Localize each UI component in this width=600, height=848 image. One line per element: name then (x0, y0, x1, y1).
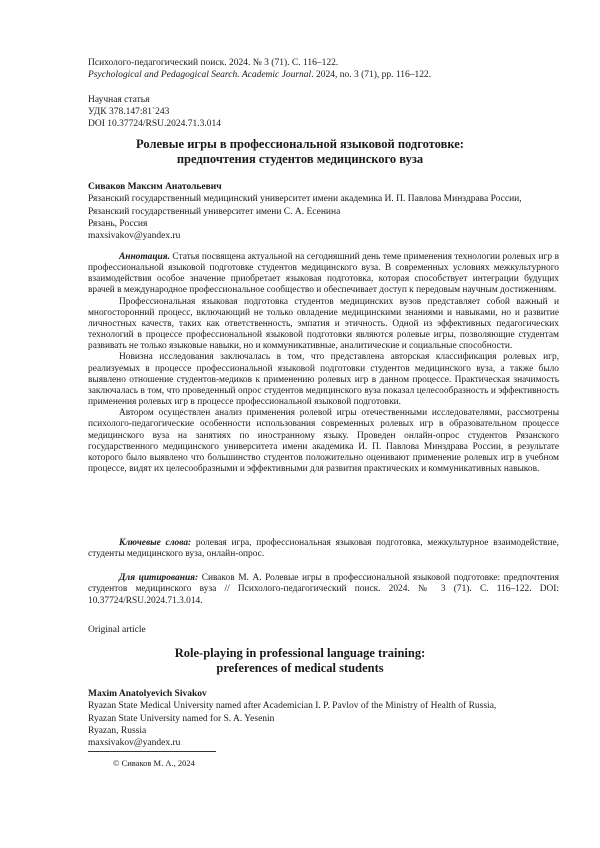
abstract-paragraph-3: Новизна исследования заключалась в том, что представлена авторская классификация ролевых игр, реализуемых в процессе профессиональной языковой подготовки студентов медицинского вуза, а также было выявлено отношение студентов-медиков к применению ролевых игр в данном процессе. Практическая значимость заключалась в том, что проведенный опрос студентов медицинского вуза показал целесообразность и эффективность применения ролевых игр в процессе профессиональной языковой подготовки. (88, 352, 559, 408)
author-affiliation1-ru: Рязанский государственный медицинский университет имени академика И. П. Павлова Минздрава России, (88, 194, 522, 205)
abstract-paragraph-1 (88, 252, 559, 297)
journal-en (88, 69, 548, 81)
journal-en-title: Psychological and Pedagogical Search. Academic Journal (88, 70, 312, 80)
journal-citation-header (88, 57, 548, 81)
original-article-label: Original article (88, 625, 146, 635)
abstract-paragraph-2: Профессиональная языковая подготовка студентов медицинских вузов представляет собой важный и многосторонний процесс, включающий не только овладение медицинскими знаниями и навыками, но и развитие личностных качеств, таких как ответственность, эмпатия и этичность. Одной из эффективных педагогических технологий в процессе профессиональной языковой подготовки являются ролевые игры, позволяющие студентам развивать не только языковые навыки, но и коммуникативные, аналитические и социальные способности. (88, 296, 559, 352)
title-en-line1: Role-playing in professional language training: (174, 646, 426, 660)
author-email-en[interactable]: maxsivakov@yandex.ru (88, 738, 181, 749)
article-title-en (60, 646, 540, 676)
citation (88, 573, 559, 607)
author-city-ru: Рязань, Россия (88, 218, 148, 229)
title-ru-line1: Ролевые игры в профессиональной языковой подготовке: (136, 137, 464, 151)
title-ru-line2: предпочтения студентов медицинского вуза (176, 152, 424, 166)
journal-ru: Психолого-педагогический поиск. 2024. № 3 (71). С. 116–122. (88, 58, 339, 68)
article-meta (88, 94, 388, 130)
author-affiliation2-ru: Рязанский государственный университет имени С. А. Есенина (88, 206, 341, 217)
author-block-en (88, 688, 558, 749)
citation-paragraph (88, 573, 559, 607)
author-name-en: Maxim Anatolyevich Sivakov (88, 689, 207, 699)
abstract (88, 252, 559, 475)
author-affiliation1-en: Ryazan State Medical University named after Academician I. P. Pavlov of the Ministry of Health of Russia, (88, 701, 497, 712)
journal-en-details: . 2024, no. 3 (71), pp. 116–122. (311, 70, 432, 80)
article-title-ru (60, 137, 540, 167)
author-email-ru[interactable]: maxsivakov@yandex.ru (88, 231, 181, 242)
title-en-line2: preferences of medical students (216, 661, 384, 675)
author-name-ru: Сиваков Максим Анатольевич (88, 182, 222, 192)
author-city-en: Ryazan, Russia (88, 725, 147, 736)
udk-code: УДК 378.147:81`243 (88, 107, 170, 117)
keywords-paragraph (88, 538, 559, 561)
author-affiliation2-en: Ryazan State University named for S. A. Yesenin (88, 713, 275, 724)
keywords-text: ролевая игра, профессиональная языковая подготовка, межкультурное взаимодействие, студенты медицинского вуза, онлайн-опрос. (88, 538, 560, 560)
article-type: Научная статья (88, 95, 150, 105)
keywords-label: Ключевые слова: (119, 538, 192, 548)
footnote-divider (88, 751, 216, 752)
keywords (88, 538, 559, 561)
citation-label: Для цитирования: (119, 573, 199, 583)
copyright-notice: © Сиваков М. А., 2024 (113, 758, 195, 768)
doi: DOI 10.37724/RSU.2024.71.3.014 (88, 119, 222, 129)
abstract-paragraph-4: Автором осуществлен анализ применения ролевой игры отечественными исследователями, рассмотрены психолого-педагогические особенности использования современных ролевых игр в образовательном процессе медицинского вуза на занятиях по иностранному языку. Проведен онлайн-опрос студентов Рязанского государственного медицинского университета имени академика И. П. Павлова Минздрава России, в результате которого было выявлено что большинство студентов положительно оценивают применение ролевых игр в учебном процессе, видят их целесообразными и эффективными для развития практических и коммуникативных навыков. (88, 408, 559, 474)
citation-text: Сиваков М. А. Ролевые игры в профессиональной языковой подготовке: предпочтения студентов медицинского вуза // Психолого-педагогический поиск. 2024. № 3 (71). С. 116–122. DOI: 10.37724/RSU.2024.71.3.014. (88, 573, 559, 606)
author-block-ru (88, 181, 548, 242)
abstract-p1-text: Статья посвящена актуальной на сегодняшний день теме применения технологии ролевых игр в профессиональной языковой подготовке студентов медицинского вуза. В современных условиях межкультурного взаимодействия особое значение приобретает языковая подготовка, которая способствует интеграции будущих врачей в международное профессиональное сообщество и обеспечивает доступ к передовым научным достижениям. (88, 252, 559, 296)
abstract-label: Аннотация. (119, 252, 170, 262)
